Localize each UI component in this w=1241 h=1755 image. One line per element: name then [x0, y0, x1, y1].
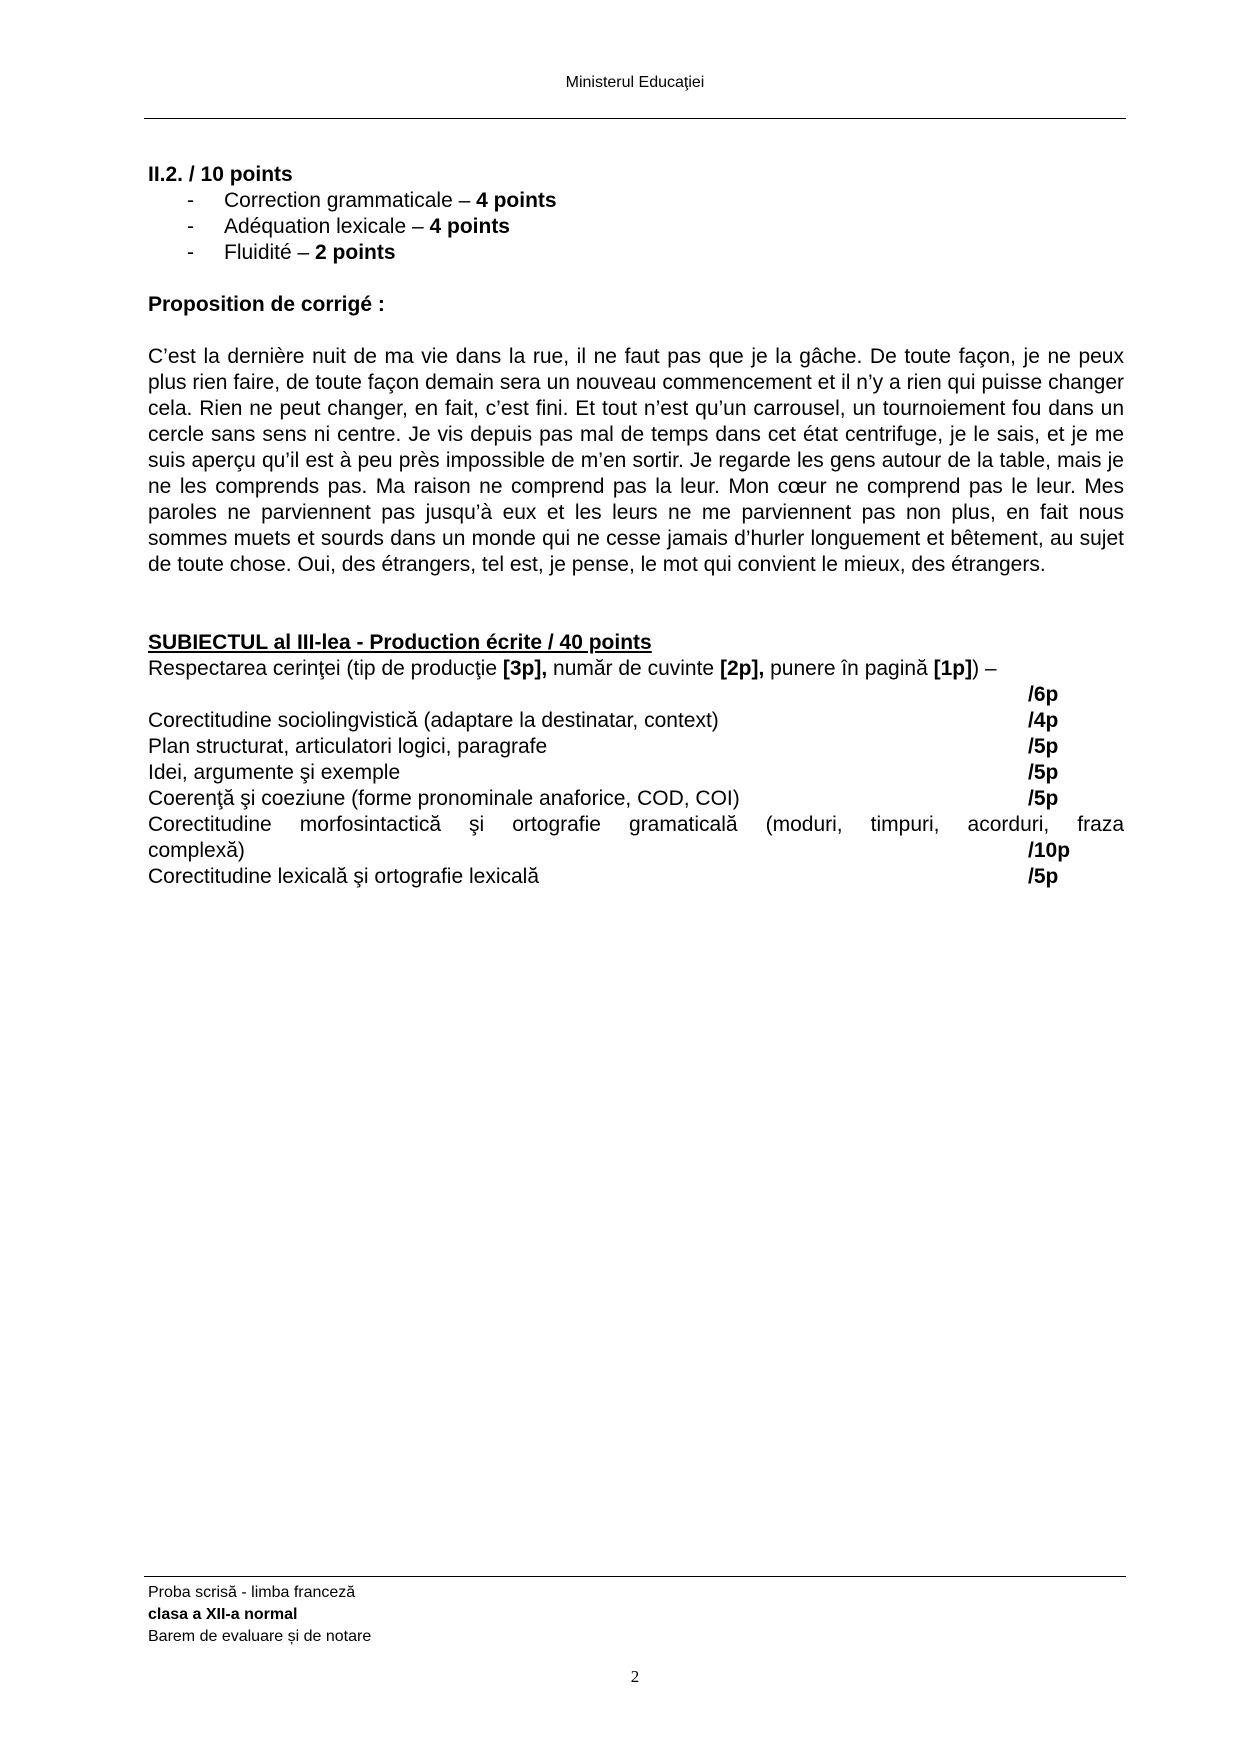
corrige-paragraph: C’est la dernière nuit de ma vie dans la rue, il ne faut pas que je la gâche. De toute façon, je ne peux plus rien faire, de toute façon demain sera un nouveau commencement et il n’y a rien qui puisse changer cela. Rien ne peut changer, en fait, c’est fini. Et tout n’est qu’un carrousel, un tournoiement fou dans un cercle sans sens ni centre. Je vis depuis pas mal de temps dans cet état centrifuge, je le sais, et je me suis aperçu qu’il est à peu près impossible de m’en sortir. Je regarde les gens autour de la table, mais je ne les comprends pas. Ma raison ne comprend pas la leur. Mon cœur ne comprend pas le leur. Mes paroles ne parviennent pas jusqu’à eux et les leurs ne me parviennent pas non plus, en fait nous sommes muets et sourds dans un monde qui ne cesse jamais d’hurler longuement et bêtement, au sujet de toute chose. Oui, des étrangers, tel est, je pense, le mot qui convient le mieux, des étrangers. — [148, 345, 1124, 576]
criterion-bold: [1p] — [933, 657, 973, 680]
list-item — [148, 214, 1124, 240]
footer-line: clasa a XII-a normal — [148, 1606, 298, 1623]
section-ii2-title: II.2. / 10 points — [148, 163, 293, 186]
criterion-row — [148, 734, 1124, 760]
criterion-label: Plan structurat, articulatori logici, paragrafe — [148, 735, 548, 758]
footer-line: Proba scrisă - limba franceză — [148, 1584, 356, 1601]
criterion-text: ) – — [972, 657, 997, 680]
criterion-text: număr de cuvinte — [547, 657, 720, 680]
footer-divider — [144, 1576, 1126, 1577]
criterion-label: Coerenţă şi coeziune (forme pronominale anaforice, COD, COI) — [148, 787, 740, 810]
bullet-label: Adéquation lexicale – — [224, 215, 430, 238]
criterion-respectarea — [148, 656, 1124, 682]
criterion-score: /5p — [1028, 735, 1059, 758]
criterion-score: /5p — [1028, 865, 1059, 888]
criterion-score-row — [148, 682, 1124, 708]
bullet-dash: - — [187, 215, 194, 238]
criterion-row — [148, 760, 1124, 786]
criterion-label: Corectitudine lexicală şi ortografie lexicală — [148, 865, 540, 888]
bullet-dash: - — [187, 241, 194, 264]
criterion-text: Respectarea cerinţei (tip de producţie — [148, 657, 503, 680]
criterion-score: /5p — [1028, 787, 1059, 810]
criterion-label: complexă) — [148, 839, 245, 862]
bullet-label: Correction grammaticale – — [224, 189, 477, 212]
list-item — [148, 240, 1124, 266]
bullet-points: 4 points — [429, 215, 510, 238]
bullet-points: 2 points — [315, 241, 396, 264]
bullet-points: 4 points — [476, 189, 557, 212]
bullet-label: Fluidité – — [224, 241, 316, 264]
header-divider — [144, 118, 1126, 119]
criterion-label: Corectitudine sociolingvistică (adaptare la destinatar, context) — [148, 709, 719, 732]
criterion-morfo-line1: Corectitudine morfosintactică şi ortografie gramaticală (moduri, timpuri, acorduri, fraza — [148, 813, 1124, 836]
criterion-bold: [2p], — [719, 657, 765, 680]
scoring-bullets — [148, 188, 1124, 266]
bullet-dash: - — [187, 189, 194, 212]
criterion-bold: [3p], — [502, 657, 548, 680]
criterion-row — [148, 838, 1124, 864]
criterion-label: Idei, argumente şi exemple — [148, 761, 401, 784]
page-number: 2 — [630, 1667, 640, 1686]
header-title: Ministerul Educaţiei — [565, 74, 705, 91]
footer — [148, 1582, 371, 1648]
section-iii-title: SUBIECTUL al III-lea - Production écrite / 40 points — [148, 631, 652, 654]
criterion-score: /4p — [1028, 709, 1059, 732]
criterion-text: punere în pagină — [764, 657, 934, 680]
criterion-score: /5p — [1028, 761, 1059, 784]
criterion-score: /10p — [1028, 839, 1071, 862]
page-content — [148, 162, 1124, 890]
criterion-row — [148, 864, 1124, 890]
list-item — [148, 188, 1124, 214]
criterion-row — [148, 786, 1124, 812]
criterion-row — [148, 708, 1124, 734]
footer-line: Barem de evaluare și de notare — [148, 1628, 372, 1645]
proposition-title: Proposition de corrigé : — [148, 293, 385, 316]
criterion-score: /6p — [1028, 683, 1059, 706]
